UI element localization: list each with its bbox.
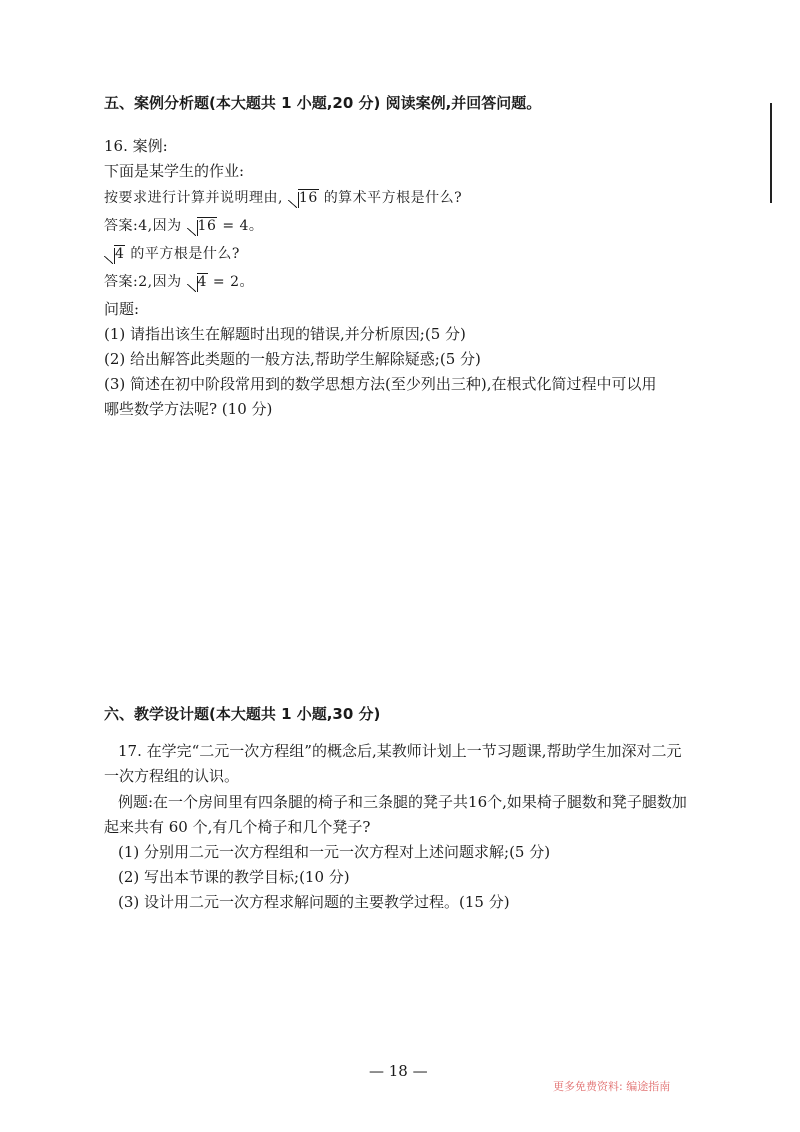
question-16-part-3-line-1: (3) 简述在初中阶段常用到的数学思想方法(至少列出三种),在根式化简过程中可以用 xyxy=(104,375,657,393)
scan-edge-mark xyxy=(770,103,772,203)
homework-task-1 xyxy=(104,187,462,207)
homework-answer-2 xyxy=(104,271,254,291)
question-16-part-3-line-2: 哪些数学方法呢? (10 分) xyxy=(104,400,273,418)
question-17-part-1: (1) 分别用二元一次方程组和一元一次方程对上述问题求解;(5 分) xyxy=(118,843,551,861)
question-16-label: 16. 案例: xyxy=(104,137,168,155)
example-line-2: 起来共有 60 个,有几个椅子和几个凳子? xyxy=(104,818,371,836)
answer-1-radicand: 16 xyxy=(197,218,217,234)
question-17-line-1: 17. 在学完“二元一次方程组”的概念后,某教师计划上一节习题课,帮助学生加深对二元 xyxy=(118,742,682,760)
page-number: — 18 — xyxy=(369,1062,428,1080)
section-5-heading: 五、案例分析题(本大题共 1 小题,20 分) 阅读案例,并回答问题。 xyxy=(104,94,542,112)
answer-2-prefix: 答案:2,因为 xyxy=(104,274,182,290)
task-2-radicand: 4 xyxy=(115,246,125,262)
questions-label: 问题: xyxy=(104,300,140,318)
question-16-part-2: (2) 给出解答此类题的一般方法,帮助学生解除疑惑;(5 分) xyxy=(104,350,481,368)
sqrt-symbol xyxy=(288,190,319,206)
task-2-suffix: 的平方根是什么? xyxy=(130,246,240,262)
homework-task-2 xyxy=(104,243,240,263)
answer-1-suffix: = 4。 xyxy=(222,218,264,234)
question-16-part-1: (1) 请指出该生在解题时出现的错误,并分析原因;(5 分) xyxy=(104,325,466,343)
section-6-heading: 六、教学设计题(本大题共 1 小题,30 分) xyxy=(104,705,381,723)
answer-2-radicand: 4 xyxy=(197,274,207,290)
case-intro: 下面是某学生的作业: xyxy=(104,162,245,180)
task-1-prefix: 按要求进行计算并说明理由, xyxy=(104,190,283,206)
sqrt-symbol xyxy=(187,218,218,234)
homework-answer-1 xyxy=(104,215,263,235)
task-1-radicand: 16 xyxy=(298,190,318,206)
answer-2-suffix: = 2。 xyxy=(212,274,254,290)
sqrt-symbol xyxy=(187,274,208,290)
question-17-part-3: (3) 设计用二元一次方程求解问题的主要教学过程。(15 分) xyxy=(118,893,510,911)
example-line-1: 例题:在一个房间里有四条腿的椅子和三条腿的凳子共16个,如果椅子腿数和凳子腿数加 xyxy=(118,793,687,811)
footer-resource-note: 更多免费资料: 编途指南 xyxy=(553,1080,671,1093)
question-17-part-2: (2) 写出本节课的教学目标;(10 分) xyxy=(118,868,350,886)
sqrt-symbol xyxy=(104,246,125,262)
answer-1-prefix: 答案:4,因为 xyxy=(104,218,182,234)
task-1-suffix: 的算术平方根是什么? xyxy=(323,190,463,206)
question-17-line-2: 一次方程组的认识。 xyxy=(104,767,240,785)
